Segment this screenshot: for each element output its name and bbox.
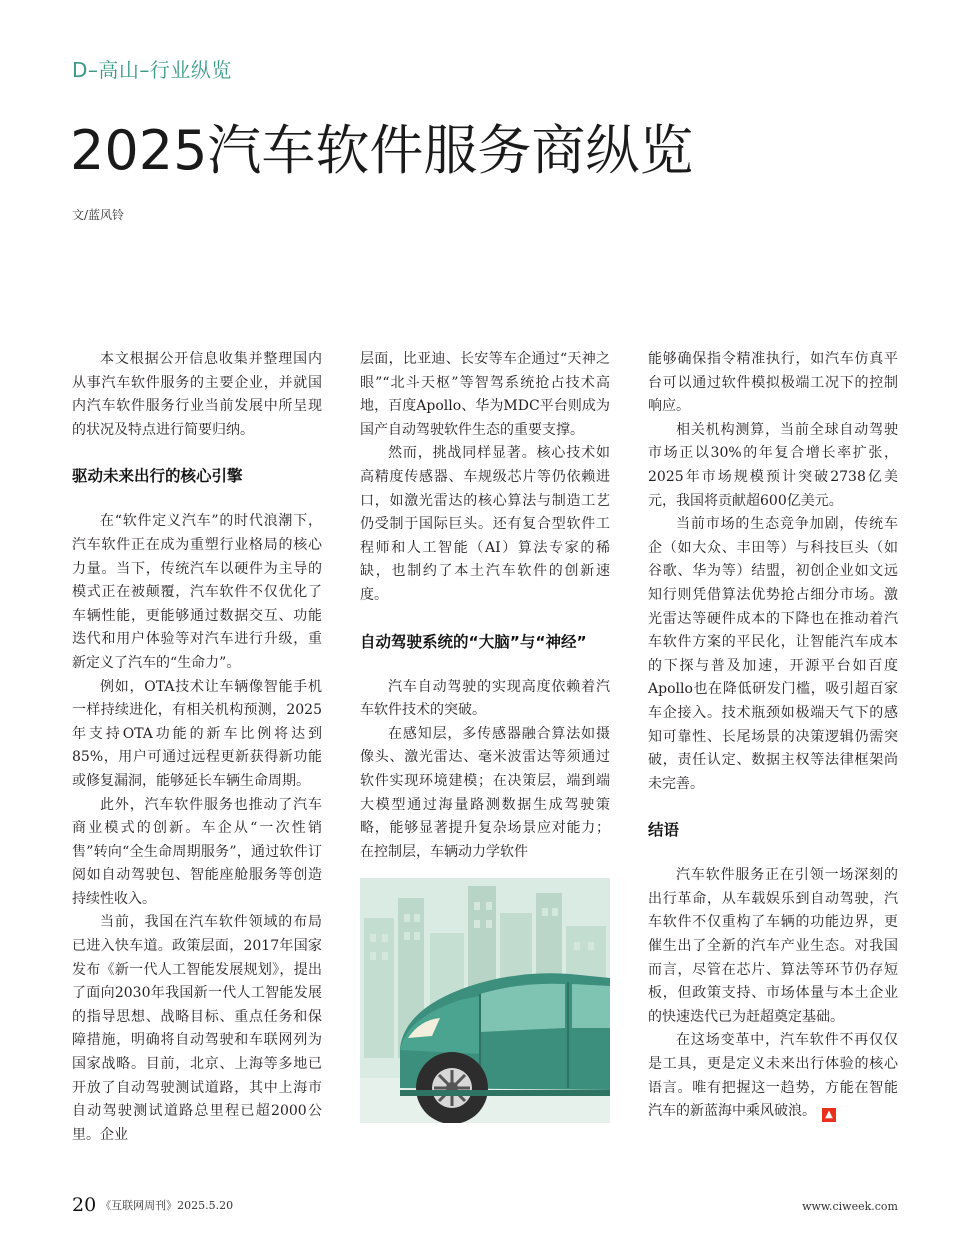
section-heading-conclusion: 结语 <box>648 821 680 840</box>
page-number: 20 <box>72 1194 97 1216</box>
column-3 <box>648 348 898 1124</box>
paragraph-continued: 能够确保指令精准执行，如汽车仿真平台可以通过软件模拟极端工况下的控制响应。 <box>648 351 898 415</box>
end-mark-icon: ▲ <box>822 1108 836 1122</box>
section-heading-core-engine: 驱动未来出行的核心引擎 <box>72 467 243 486</box>
publication: 《互联网周刊》2025.5.20 <box>100 1199 234 1212</box>
paragraph: 然而，挑战同样显著。核心技术如高精度传感器、车规级芯片等仍依赖进口，如激光雷达的核心算法与制造工艺仍受制于国际巨头。还有复合型软件工程师和人工智能（AI）算法专家的稀缺，也制约了本土汽车软件的创新速度。 <box>360 445 610 603</box>
section-tag: D–高山–行业纵览 <box>72 58 232 82</box>
column-1 <box>72 348 322 1147</box>
paragraph: 在“软件定义汽车”的时代浪潮下，汽车软件正在成为重塑行业格局的核心力量。当下，传统汽车以硬件为主导的模式正在被颠覆，汽车软件不仅优化了车辆性能，更能够通过数据交互、功能迭代和用户体验等对汽车进行升级，重新定义了汽车的“生命力”。 <box>72 513 322 671</box>
intro-paragraph: 本文根据公开信息收集并整理国内从事汽车软件服务的主要企业，并就国内汽车软件服务行业当前发展中所呈现的状况及特点进行简要归纳。 <box>72 351 322 438</box>
paragraph-continued: 层面，比亚迪、长安等车企通过“天神之眼”“北斗天枢”等智驾系统抢占技术高地，百度Apollo、华为MDC平台则成为国产自动驾驶软件生态的重要支撑。 <box>360 351 610 438</box>
article-title: 2025汽车软件服务商纵览 <box>70 119 694 182</box>
paragraph-final <box>648 1029 898 1123</box>
paragraph: 汽车软件服务正在引领一场深刻的出行革命，从车载娱乐到自动驾驶，汽车软件不仅重构了车辆的功能边界，更催生出了全新的汽车产业生态。对我国而言，尽管在芯片、算法等环节仍存短板，但政策支持、市场体量与本土企业的快速迭代已为赶超奠定基础。 <box>648 867 898 1025</box>
section-heading-brain-nerve: 自动驾驶系统的“大脑”与“神经” <box>360 632 587 651</box>
column-2 <box>360 348 610 1123</box>
paragraph: 此外，汽车软件服务也推动了汽车商业模式的创新。车企从“一次性销售”转向“全生命周期服务”，通过软件订阅如自动驾驶包、智能座舱服务等创造持续性收入。 <box>72 796 322 907</box>
paragraph: 相关机构测算，当前全球自动驾驶市场正以30%的年复合增长率扩张，2025年市场规模预计突破2738亿美元，我国将贡献超600亿美元。 <box>648 421 898 509</box>
byline: 文/蓝风铃 <box>72 208 125 222</box>
paragraph: 当前市场的生态竞争加剧，传统车企（如大众、丰田等）与科技巨头（如谷歌、华为等）结盟，初创企业如文远知行则凭借算法优势抢占细分市场。激光雷达等硬件成本的下降也在推动着汽车软件方案的平民化，让智能汽车成本的下探与普及加速，开源平台如百度Apollo也在降低研发门槛，吸引超百家车企接入。技术瓶颈如极端天气下的感知可靠性、长尾场景的决策逻辑仍需突破，责任认定、数据主权等法律框架尚未完善。 <box>648 516 898 792</box>
paragraph: 当前，我国在汽车软件领域的布局已进入快车道。政策层面，2017年国家发布《新一代人工智能发展规划》，提出了面向2030年我国新一代人工智能发展的指导思想、战略目标、重点任务和保障措施，明确将自动驾驶和车联网列为国家战略。目前，北京、上海等多地已开放了自动驾驶测试道路，其中上海市自动驾驶测试道路总里程已超2000公里。企业 <box>72 914 322 1143</box>
paragraph: 在感知层，多传感器融合算法如摄像头、激光雷达、毫米波雷达等须通过软件实现环境建模；在决策层，端到端大模型通过海量路测数据生成驾驶策略，能够显著提升复杂场景应对能力；在控制层，车辆动力学软件 <box>360 725 610 860</box>
website: www.ciweek.com <box>802 1200 898 1213</box>
car-illustration <box>360 878 610 1123</box>
footer-left <box>72 1194 233 1216</box>
paragraph: 例如，OTA技术让车辆像智能手机一样持续进化，有相关机构预测，2025年支持OTA功能的新车比例将达到85%，用户可通过远程更新获得新功能或修复漏洞，能够延长车辆生命周期。 <box>72 678 322 789</box>
paragraph-final-text: 在这场变革中，汽车软件不再仅仅是工具，更是定义未来出行体验的核心语言。唯有把握这一趋势，方能在智能汽车的新蓝海中乘风破浪。 <box>648 1032 898 1120</box>
paragraph: 汽车自动驾驶的实现高度依赖着汽车软件技术的突破。 <box>360 678 610 719</box>
